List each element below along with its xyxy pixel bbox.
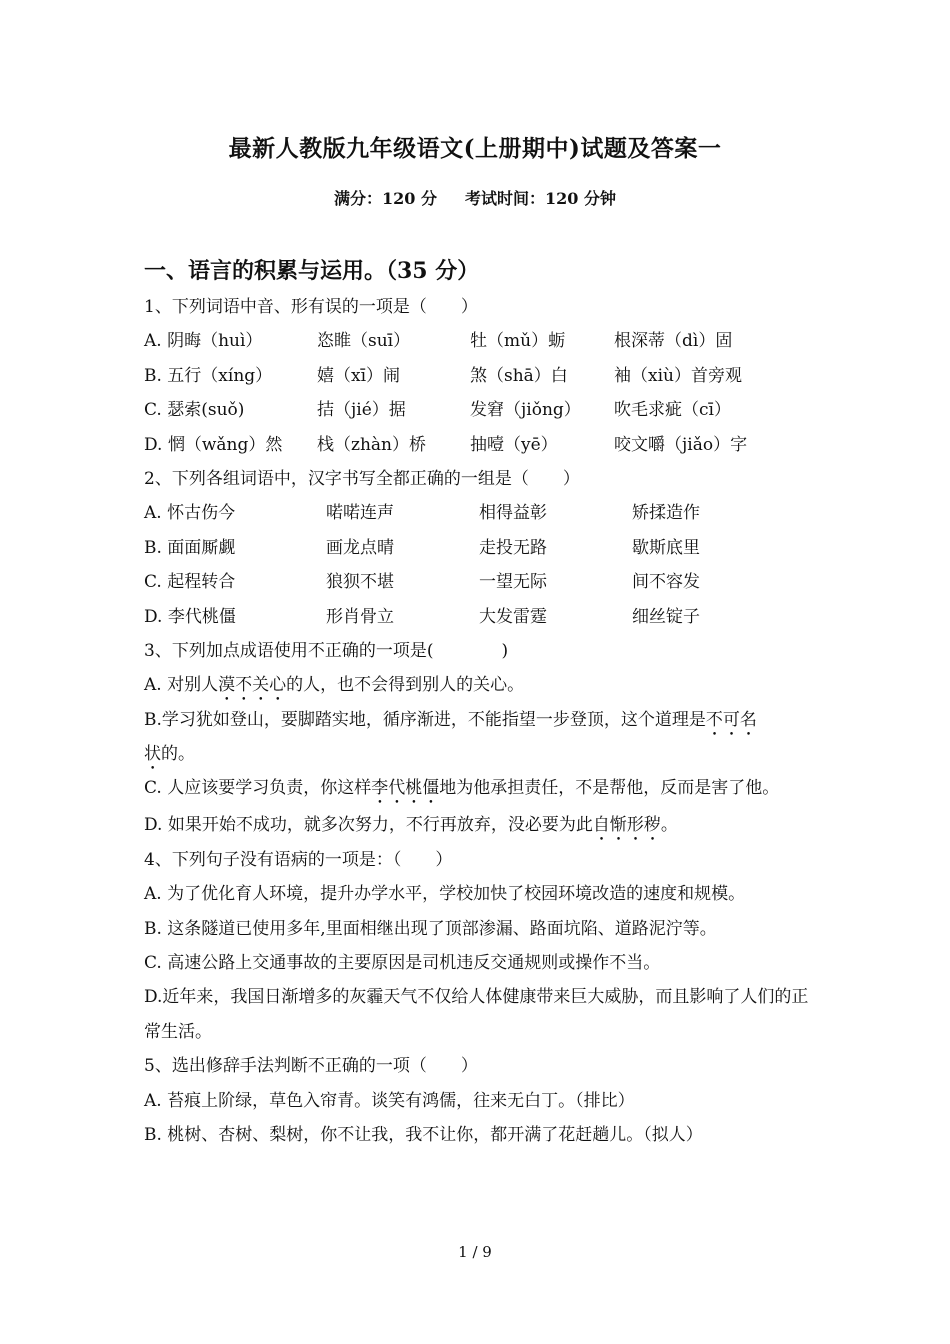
- option-cell: 狼狈不堪: [326, 572, 394, 593]
- question-4-option-c: C. 高速公路上交通事故的主要原因是司机违反交通规则或操作不当。: [144, 953, 661, 974]
- option-cell: 歇斯底里: [632, 537, 700, 558]
- question-1-stem: 1、下列词语中音、形有误的一项是（ ）: [144, 297, 478, 317]
- option-cell: 嬉（xī）闹: [317, 365, 401, 386]
- option-cell: 吹毛求疵（cī）: [614, 400, 731, 421]
- page-title: 最新人教版九年级语文(上册期中)试题及答案一: [228, 135, 722, 162]
- question-1-option-c: [144, 393, 814, 427]
- question-4-option-d: D.近年来，我国日渐增多的灰霾天气不仅给人体健康带来巨大威胁，而且影响了人们的正常生活。: [144, 987, 809, 1042]
- question-2-option-d: [144, 600, 814, 634]
- option-text: B.学习犹如登山，要脚踏实地，循序渐进，不能指望一步登顶，这个道理是: [144, 709, 706, 730]
- option-cell: D. 李代桃僵: [144, 606, 236, 627]
- option-cell: C. 起程转合: [144, 572, 236, 593]
- question-3-option-d: [144, 808, 814, 842]
- question-2-option-a: [144, 496, 814, 530]
- option-cell: 矫揉造作: [632, 503, 700, 524]
- option-cell: 相得益彰: [479, 503, 547, 524]
- option-cell: D. 惘（wǎng）然: [144, 434, 283, 455]
- option-cell: B. 五行（xíng）: [144, 365, 273, 386]
- question-5-stem: 5、选出修辞手法判断不正确的一项（ ）: [144, 1056, 478, 1077]
- option-cell: A. 怀古伤今: [144, 503, 236, 524]
- dotted-idiom: 自惭形秽: [592, 815, 661, 836]
- option-cell: B. 面面厮觑: [144, 537, 236, 558]
- question-2-option-c: [144, 565, 814, 599]
- option-cell: A. 阴晦（huì）: [144, 331, 263, 352]
- question-2-stem: 2、下列各组词语中，汉字书写全都正确的一组是（ ）: [144, 468, 580, 489]
- dotted-idiom: 漠不关心: [218, 675, 287, 696]
- question-3-option-b: [144, 703, 814, 737]
- option-text: 。: [660, 815, 678, 836]
- option-cell: 间不容发: [632, 572, 700, 593]
- option-text: 的人，也不会得到别人的关心。: [286, 675, 525, 696]
- question-5-option-b: B. 桃树、杏树、梨树，你不让我，我不让你，都开满了花赶趟儿。（拟人）: [144, 1125, 703, 1146]
- question-1-option-b: [144, 359, 814, 393]
- question-3-option-b-cont: [144, 737, 814, 771]
- option-text: A. 对别人: [144, 675, 219, 696]
- option-cell: 细丝锭子: [632, 606, 700, 627]
- option-cell: 喏喏连声: [326, 503, 394, 524]
- option-cell: 抽噎（yē）: [470, 434, 558, 455]
- page-number: 1 / 9: [458, 1243, 492, 1261]
- option-cell: 大发雷霆: [479, 606, 547, 627]
- option-cell: 恣睢（suī）: [317, 331, 411, 352]
- option-cell: 走投无路: [479, 537, 547, 558]
- option-cell: 牡（mǔ）蛎: [470, 331, 566, 352]
- option-cell: 拮（jié）据: [317, 400, 406, 421]
- question-3-option-c: [144, 771, 814, 808]
- exam-time: 考试时间：120 分钟: [465, 189, 616, 208]
- question-2-option-b: [144, 531, 814, 565]
- option-text: 地为他承担责任，不是帮他，反而是害了他。: [439, 778, 780, 799]
- option-cell: C. 瑟索(suǒ): [144, 400, 245, 421]
- question-4-option-b: B. 这条隧道已使用多年,里面相继出现了顶部渗漏、路面坑陷、道路泥泞等。: [144, 918, 717, 939]
- dotted-idiom: 不可名: [705, 709, 757, 730]
- option-cell: 咬文嚼（jiǎo）字: [614, 434, 748, 455]
- question-4-option-a: A. 为了优化育人环境，提升办学水平，学校加快了校园环境改造的速度和规模。: [144, 884, 746, 905]
- dotted-idiom: 状: [144, 744, 161, 765]
- option-cell: 根深蒂（dì）固: [614, 331, 733, 352]
- question-1-option-a: [144, 324, 814, 358]
- option-cell: 一望无际: [479, 572, 547, 593]
- option-text: C. 人应该要学习负责，你这样: [144, 778, 372, 799]
- option-text: D. 如果开始不成功，就多次努力，不行再放弃，没必要为此: [144, 815, 593, 836]
- option-text: 的。: [161, 744, 195, 765]
- dotted-idiom: 李代桃僵: [371, 778, 440, 799]
- option-cell: 画龙点晴: [326, 537, 394, 558]
- question-list: [144, 290, 814, 1152]
- option-cell: 栈（zhàn）桥: [317, 434, 426, 455]
- option-cell: 煞（shā）白: [470, 365, 568, 386]
- full-score: 满分：120 分: [334, 189, 437, 208]
- option-cell: 发窘（jiǒng）: [470, 400, 581, 421]
- option-cell: 袖（xiù）首旁观: [614, 365, 742, 386]
- question-3-option-a: [144, 668, 814, 702]
- option-cell: 形肖骨立: [326, 606, 394, 627]
- question-3-stem: 3、下列加点成语使用不正确的一项是( ): [144, 640, 509, 661]
- question-1-option-d: [144, 428, 814, 462]
- question-4-stem: 4、下列句子没有语病的一项是：（ ）: [144, 849, 453, 870]
- section-heading: 一、语言的积累与运用。（35 分）: [144, 258, 480, 284]
- exam-meta: [0, 186, 950, 209]
- question-5-option-a: A. 苔痕上阶绿，草色入帘青。谈笑有鸿儒，往来无白丁。（排比）: [144, 1090, 635, 1111]
